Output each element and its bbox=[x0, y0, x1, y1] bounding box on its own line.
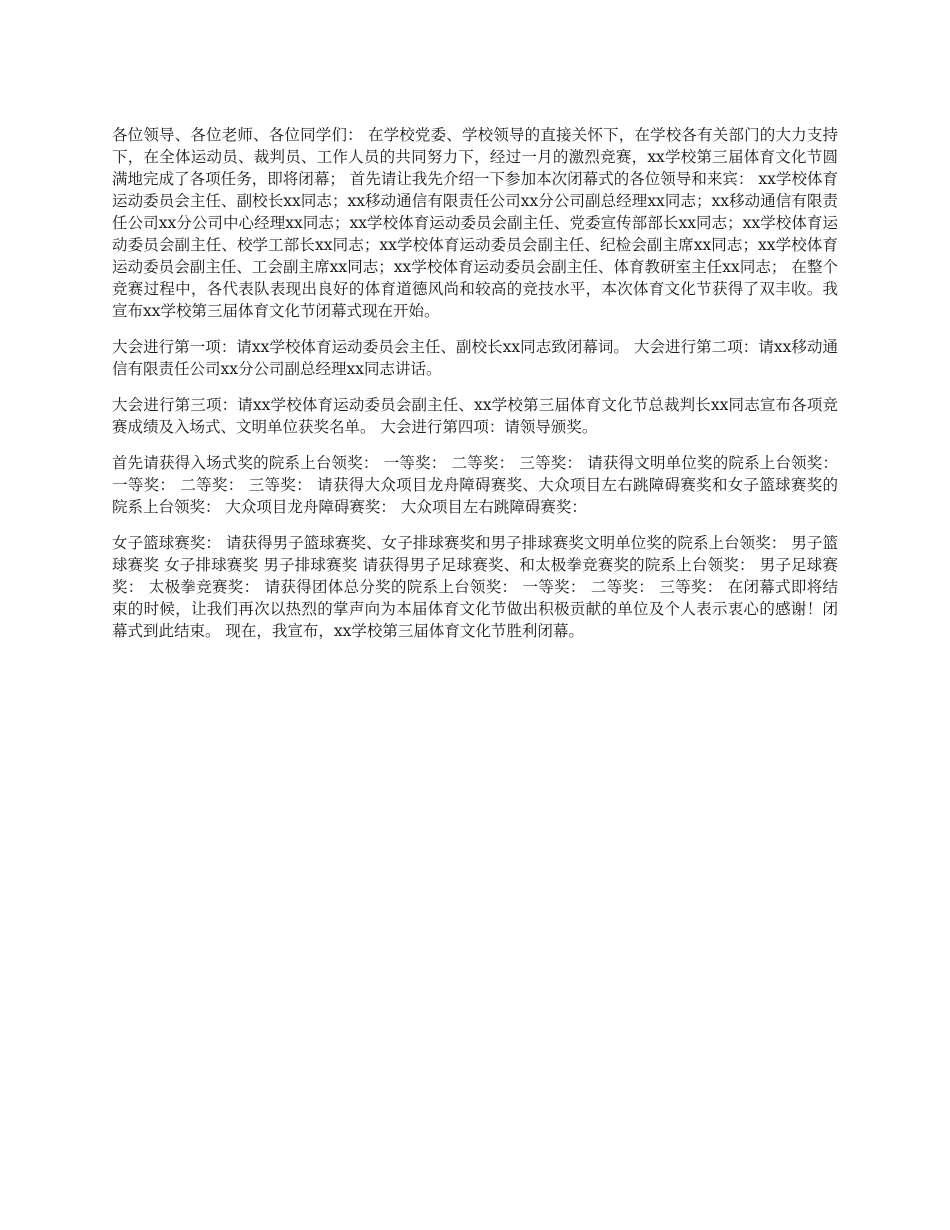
paragraph-awards-first: 首先请获得入场式奖的院系上台领奖： 一等奖： 二等奖： 三等奖： 请获得文明单位奖的院系上台领奖： 一等奖： 二等奖： 三等奖： 请获得大众项目龙舟障碍赛奖、大众项目左右跳障碍赛奖和女子篮球赛奖的院系上台领奖： 大众项目龙舟障碍赛奖： 大众项目左右跳障碍赛奖： bbox=[112, 454, 838, 516]
paragraph-awards-closing: 女子篮球赛奖： 请获得男子篮球赛奖、女子排球赛奖和男子排球赛奖文明单位奖的院系上台领奖： 男子篮球赛奖 女子排球赛奖 男子排球赛奖 请获得男子足球赛奖、和太极拳竞赛奖的院系上台领奖： 男子足球赛奖： 太极拳竞赛奖： 请获得团体总分奖的院系上台领奖： 一等奖： 二等奖： 三等奖： 在闭幕式即将结束的时候，让我们再次以热烈的掌声向为本届体育文化节做出积极贡献的单位及个人表示衷心的感谢！闭幕式到此结束。 现在，我宣布，xx学校第三届体育文化节胜利闭幕。 bbox=[112, 534, 838, 640]
document-body bbox=[112, 124, 838, 656]
paragraph-items-one-two: 大会进行第一项：请xx学校体育运动委员会主任、副校长xx同志致闭幕词。 大会进行第二项：请xx移动通信有限责任公司xx分公司副总经理xx同志讲话。 bbox=[112, 338, 838, 378]
paragraph-opening: 各位领导、各位老师、各位同学们： 在学校党委、学校领导的直接关怀下，在学校各有关部门的大力支持下，在全体运动员、裁判员、工作人员的共同努力下，经过一月的激烈竞赛，xx学校第三届体育文化节圆满地完成了各项任务，即将闭幕； 首先请让我先介绍一下参加本次闭幕式的各位领导和来宾： xx学校体育运动委员会主任、副校长xx同志；xx移动通信有限责任公司xx分公司副总经理xx同志；xx移动通信有限责任公司xx分公司中心经理xx同志；xx学校体育运动委员会副主任、党委宣传部部长xx同志；xx学校体育运动委员会副主任、校学工部长xx同志；xx学校体育运动委员会副主任、纪检会副主席xx同志；xx学校体育 运动委员会副主任、工会副主席xx同志；xx学校体育运动委员会副主任、体育教研室主任xx同志； 在整个竞赛过程中，各代表队表现出良好的体育道德风尚和较高的竞技水平，本次体育文化节获得了双丰收。我宣布xx学校第三届体育文化节闭幕式现在开始。 bbox=[112, 126, 838, 320]
paragraph-items-three-four: 大会进行第三项：请xx学校体育运动委员会副主任、xx学校第三届体育文化节总裁判长xx同志宣布各项竞赛成绩及入场式、文明单位获奖名单。 大会进行第四项：请领导颁奖。 bbox=[112, 396, 838, 436]
